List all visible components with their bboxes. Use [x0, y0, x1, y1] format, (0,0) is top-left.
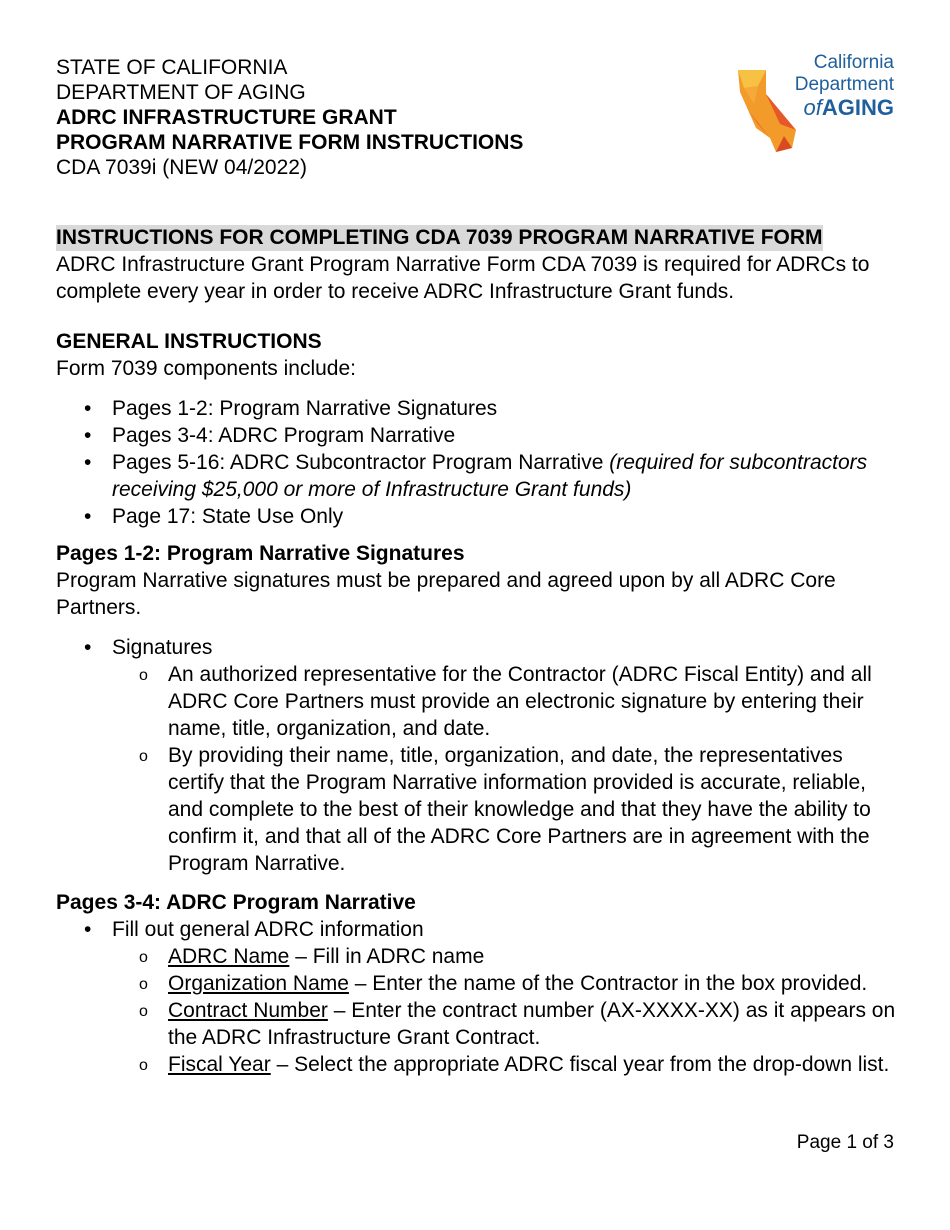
header-grant: ADRC INFRASTRUCTURE GRANT — [56, 106, 397, 129]
list-item: o Fiscal Year – Select the appropriate ADRC fiscal year from the drop-down list. — [112, 1051, 896, 1078]
section-title: INSTRUCTIONS FOR COMPLETING CDA 7039 PROGRAM NARRATIVE FORM — [56, 226, 823, 249]
components-list — [56, 395, 896, 530]
list-item: • Pages 1-2: Program Narrative Signatures — [56, 395, 896, 422]
narrative-heading: Pages 3-4: ADRC Program Narrative — [56, 891, 416, 914]
list-item: • Pages 3-4: ADRC Program Narrative — [56, 422, 896, 449]
narrative-sublist — [112, 943, 896, 1078]
list-item: • Signatures o An authorized representative for the Contractor (ADRC Fiscal Entity) and all ADRC Core Partners must provide an electronic signature by entering their name, title, organization, and date. o By providing their name, title, organization, and date, the representatives certify that the Program Narrative information provided is accurate, reliable, and complete to the best of their knowledge and that they have the ability to confirm it, and that all of the ADRC Core Partners are in agreement with the Program Narrative. — [56, 634, 896, 877]
header-form-title: PROGRAM NARRATIVE FORM INSTRUCTIONS — [56, 131, 524, 154]
signatures-sublist — [112, 661, 896, 877]
signatures-lead: Program Narrative signatures must be prepared and agreed upon by all ADRC Core Partners. — [56, 569, 836, 619]
list-item: • Pages 5-16: ADRC Subcontractor Program Narrative (required for subcontractors receiving $25,000 or more of Infrastructure Grant funds) — [56, 449, 896, 503]
list-item: • Page 17: State Use Only — [56, 503, 896, 530]
subcontractor-note: (required for subcontractors receiving $25,000 or more of Infrastructure Grant funds) — [112, 451, 868, 501]
list-item: o Contract Number – Enter the contract number (AX-XXXX-XX) as it appears on the ADRC Infrastructure Grant Contract. — [112, 997, 896, 1051]
logo-wordmark: California Department ofAGING — [794, 52, 894, 120]
list-item: o Organization Name – Enter the name of the Contractor in the box provided. — [112, 970, 896, 997]
list-item: o By providing their name, title, organization, and date, the representatives certify that the Program Narrative information provided is accurate, reliable, and complete to the best of their knowledge and that they have the ability to confirm it, and that all of the ADRC Core Partners are in agreement with the Program Narrative. — [112, 742, 896, 877]
general-heading: GENERAL INSTRUCTIONS — [56, 330, 322, 353]
page-number: Page 1 of 3 — [796, 1132, 894, 1153]
list-item: o An authorized representative for the Contractor (ADRC Fiscal Entity) and all ADRC Core Partners must provide an electronic signature by entering their name, title, organization, and date. — [112, 661, 896, 742]
general-lead: Form 7039 components include: — [56, 357, 356, 380]
signatures-list — [56, 634, 896, 877]
narrative-list — [56, 916, 896, 1078]
list-item: • Fill out general ADRC information o ADRC Name – Fill in ADRC name o Organization Name – Enter the name of the Contractor in the box provided. o Contract Number – Enter the contract number (AX-XXXX-XX) as it appears on the ADRC Infrastructure Grant Contract. o Fiscal Year – Select the appropriate ADRC fiscal year from the drop-down list. — [56, 916, 896, 1078]
header-department: DEPARTMENT OF AGING — [56, 81, 306, 104]
intro-paragraph: ADRC Infrastructure Grant Program Narrative Form CDA 7039 is required for ADRCs to complete every year in order to receive ADRC Infrastructure Grant funds. — [56, 253, 870, 303]
header-form-number: CDA 7039i (NEW 04/2022) — [56, 156, 307, 179]
list-item: o ADRC Name – Fill in ADRC name — [112, 943, 896, 970]
header-state: STATE OF CALIFORNIA — [56, 56, 288, 79]
document-page — [56, 55, 896, 1078]
california-department-of-aging-logo — [736, 52, 901, 156]
signatures-heading: Pages 1-2: Program Narrative Signatures — [56, 542, 465, 565]
